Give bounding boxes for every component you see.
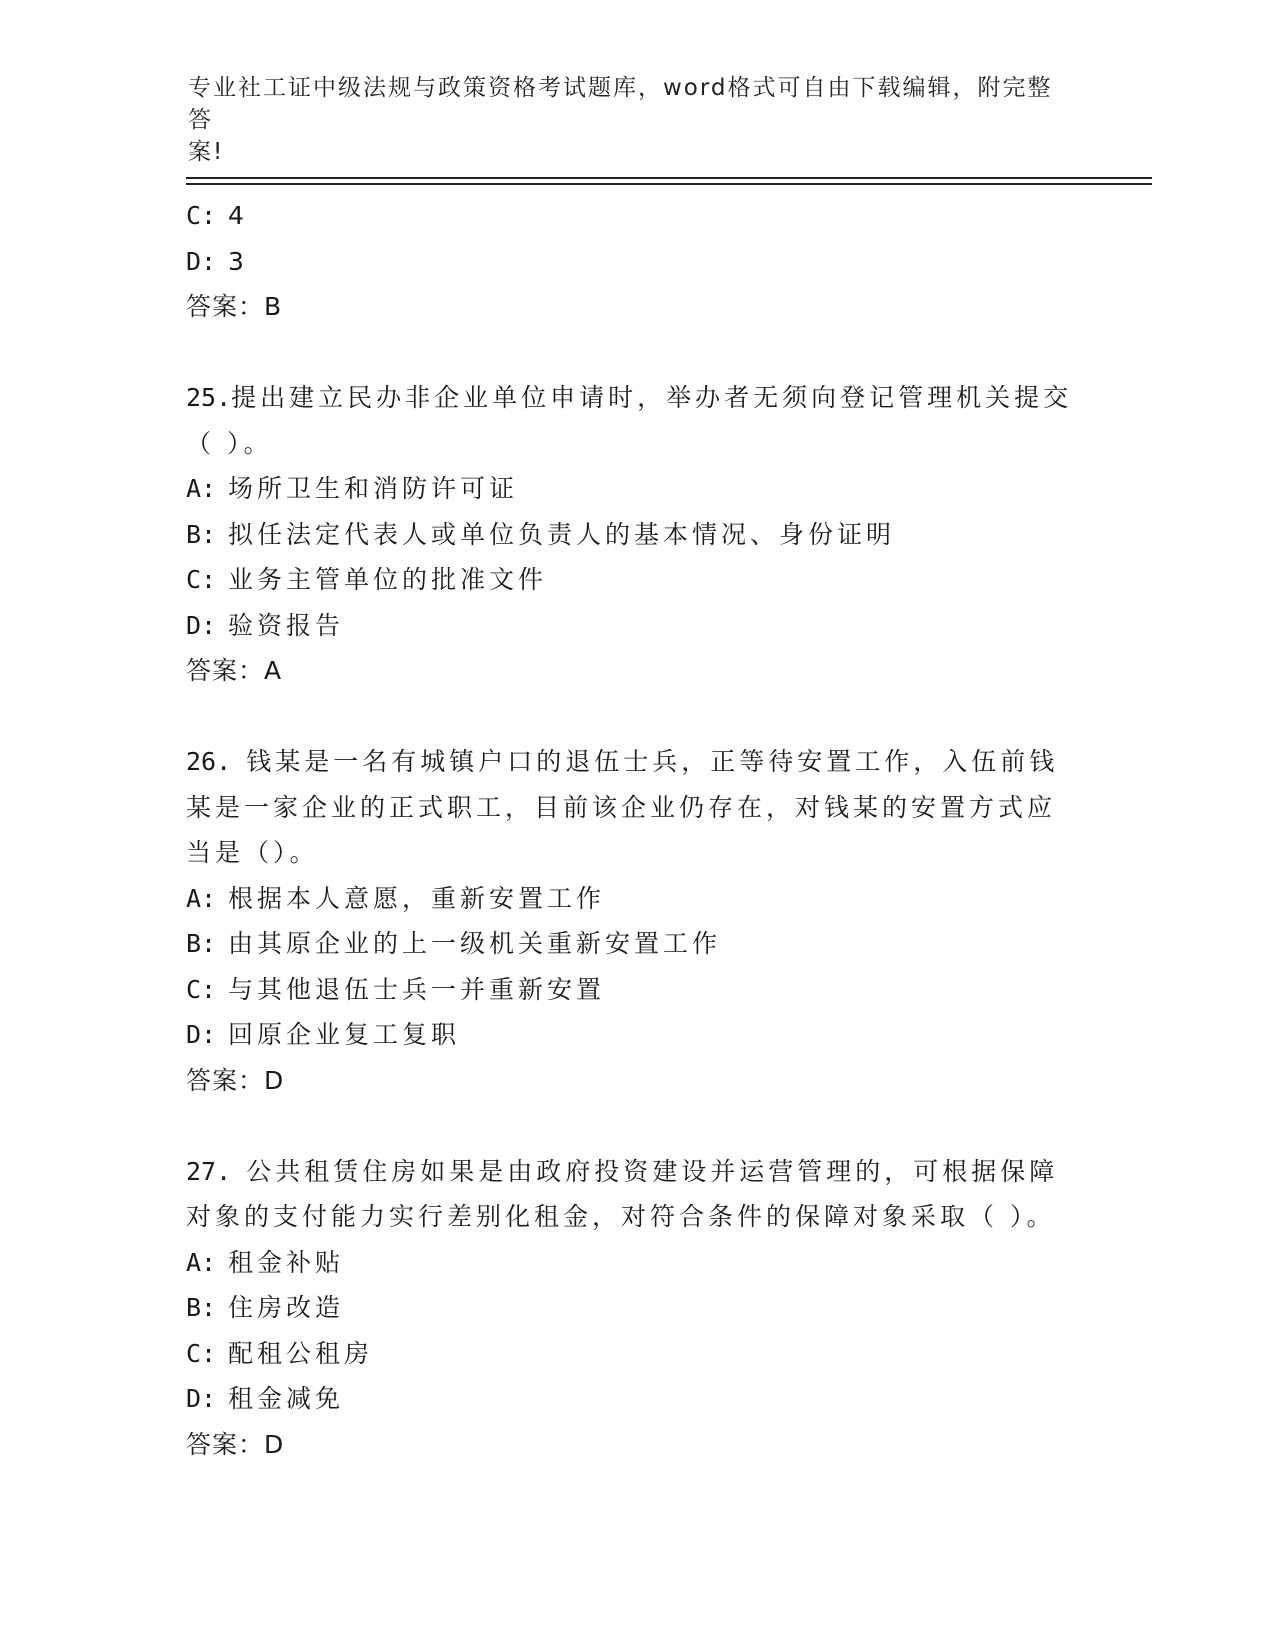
spacer <box>186 694 1106 740</box>
question-stem-cont: 当是（）。 <box>186 838 319 867</box>
question-stem: 26. 钱某是一名有城镇户口的退伍士兵，正等待安置工作，入伍前钱 <box>186 747 1059 776</box>
option-d: D: 回原企业复工复职 <box>186 1020 461 1049</box>
option-c: C: 配租公租房 <box>186 1338 374 1368</box>
option-a: A: 根据本人意愿，重新安置工作 <box>186 883 606 913</box>
option-c: C: 4 <box>186 201 248 230</box>
option-a: A: 租金补贴 <box>186 1247 345 1277</box>
question-stem: 25.提出建立民办非企业单位申请时，举办者无须向登记管理机关提交 <box>186 383 1073 412</box>
answer: 答案：D <box>186 1065 285 1095</box>
spacer <box>186 1103 1106 1149</box>
answer: 答案：D <box>186 1429 285 1459</box>
question-25 <box>186 375 1106 694</box>
header-rule-top <box>186 177 1152 179</box>
option-d: D: 验资报告 <box>186 610 345 640</box>
option-b: B: 拟任法定代表人或单位负责人的基本情况、身份证明 <box>186 519 896 549</box>
question-stem-cont: （ ）。 <box>186 428 273 458</box>
prev-question <box>186 193 1106 330</box>
header-rule-bottom <box>186 183 1152 185</box>
question-27 <box>186 1149 1106 1468</box>
option-d: D: 租金减免 <box>186 1384 345 1413</box>
document-body <box>186 193 1106 1467</box>
question-stem: 27. 公共租赁住房如果是由政府投资建设并运营管理的，可根据保障 <box>186 1156 1059 1186</box>
option-c: C: 业务主管单位的批准文件 <box>186 565 548 594</box>
header-line-2: 案! <box>188 139 225 165</box>
option-b: B: 住房改造 <box>186 1293 345 1322</box>
answer: 答案：B <box>186 292 283 321</box>
spacer <box>186 330 1106 376</box>
question-stem-cont: 某是一家企业的正式职工，目前该企业仍存在，对钱某的安置方式应 <box>186 792 1057 822</box>
page-header <box>188 72 1068 168</box>
option-b: B: 由其原企业的上一级机关重新安置工作 <box>186 929 722 958</box>
question-stem-cont: 对象的支付能力实行差别化租金，对符合条件的保障对象采取（ ）。 <box>186 1202 1056 1231</box>
option-a: A: 场所卫生和消防许可证 <box>186 474 519 503</box>
option-c: C: 与其他退伍士兵一并重新安置 <box>186 974 606 1004</box>
header-line-1: 专业社工证中级法规与政策资格考试题库，word格式可自由下载编辑，附完整答 <box>188 75 1053 133</box>
answer: 答案：A <box>186 656 283 685</box>
question-26 <box>186 739 1106 1103</box>
option-d: D: 3 <box>186 246 248 276</box>
